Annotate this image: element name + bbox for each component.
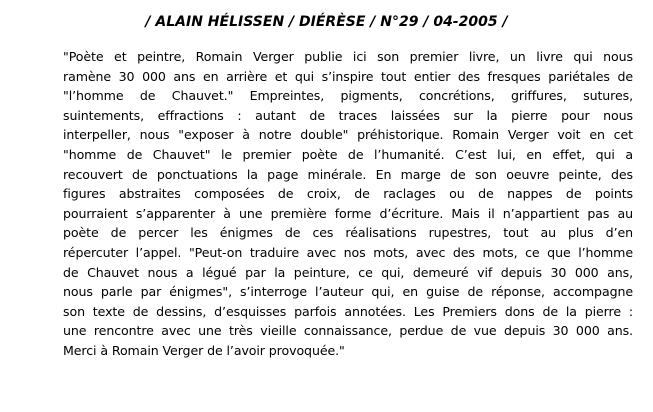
text-line: "Poète et peintre, Romain Verger publie ici son premier livre, un livre qui nous xyxy=(63,49,633,64)
text-line: son texte de dessins, d’esquisses parfois annotées. Les Premiers dons de la pierre : xyxy=(63,303,633,319)
text-line: pourraient s’apparenter à une première forme d’écriture. Mais il n’appartient pas au xyxy=(63,205,633,221)
text-line: nous parle par énigmes", s’interroge l’auteur qui, en guise de réponse, accompagne xyxy=(63,284,633,300)
text-line: Merci à Romain Verger de l’avoir provoquée." xyxy=(63,342,345,358)
text-line: interpeller, nous "exposer à notre double" préhistorique. Romain Verger voit en cet xyxy=(63,127,633,143)
text-line: de Chauvet nous a légué par la peinture, ce qui, demeuré vif depuis 30 000 ans, xyxy=(63,264,633,280)
text-line: répercuter l’appel. "Peut-on traduire avec nos mots, avec des mots, ce que l’homme xyxy=(63,244,633,260)
text-line: figures abstraites composées de croix, de raclages ou de nappes de points xyxy=(63,186,633,202)
page-title: / ALAIN HÉLISSEN / DIÉRÈSE / N°29 / 04-2005 / xyxy=(145,14,508,30)
text-line: recouvert de ponctuations la page minérale. En marge de son oeuvre peinte, des xyxy=(63,166,633,182)
text-line: une rencontre avec une très vieille connaissance, perdue de vue depuis 30 000 ans. xyxy=(63,323,633,339)
text-line: ramène 30 000 ans en arrière et qui s’inspire tout entier des fresques pariétales de xyxy=(63,68,633,84)
text-line: "homme de Chauvet" le premier poète de l’humanité. C’est lui, en effet, qui a xyxy=(63,146,633,162)
text-line: poète de percer les énigmes de ces réalisations rupestres, tout au plus d’en xyxy=(63,225,633,241)
text-line: suintements, effractions : autant de traces laissées sur la pierre pour nous xyxy=(63,107,633,123)
text-line: "l’homme de Chauvet." Empreintes, pigments, concrétions, griffures, sutures, xyxy=(63,88,633,104)
review-text xyxy=(63,47,633,361)
